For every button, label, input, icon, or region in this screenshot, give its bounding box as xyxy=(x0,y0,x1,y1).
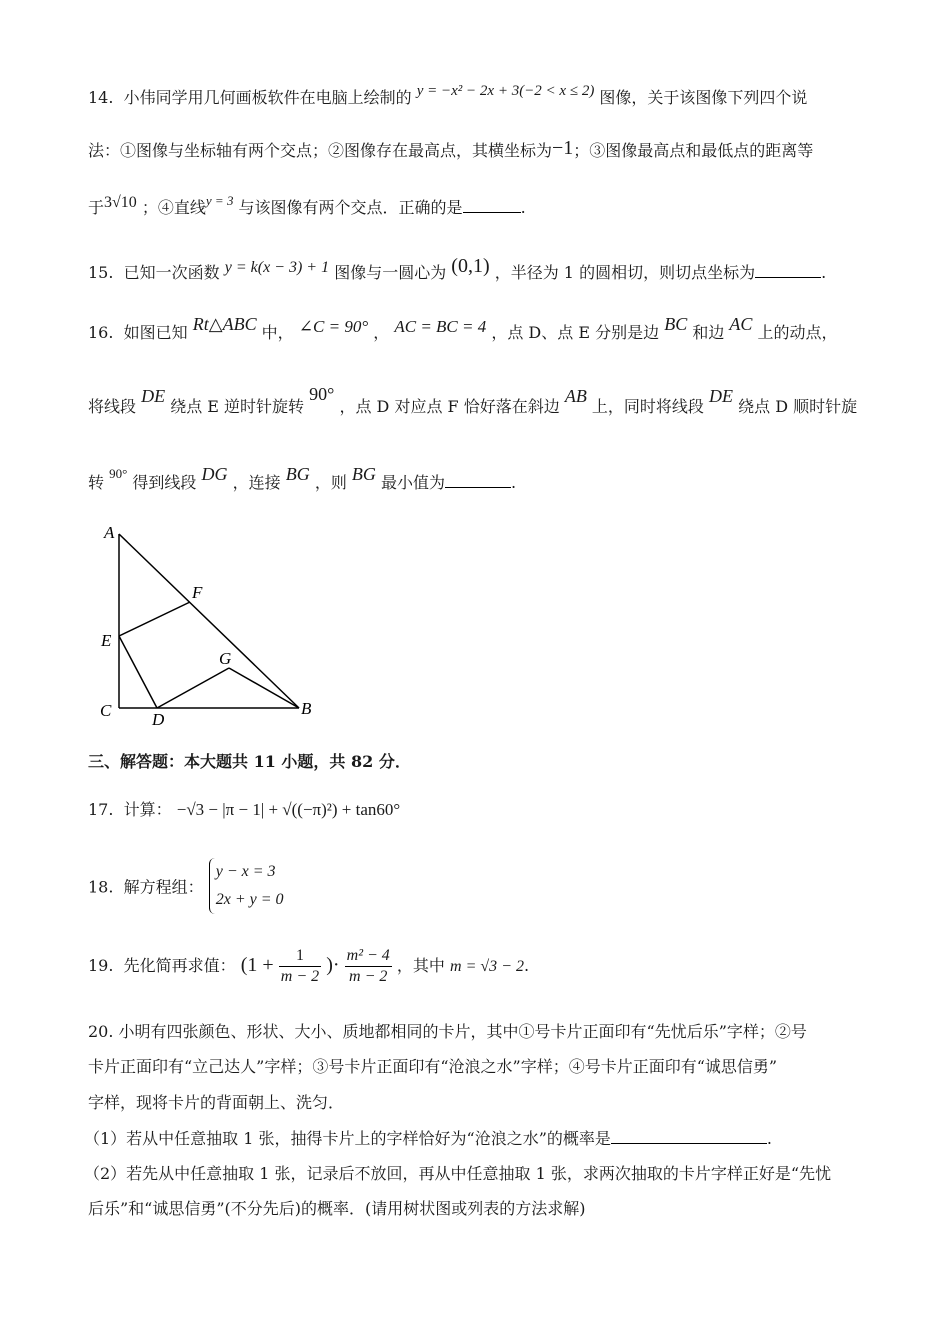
label-f: F xyxy=(192,583,203,602)
q15-line: 15. 已知一次函数 y = k(x − 3) + 1 图像与一圆心为 (0,1) ，半径为 1 的圆相切，则切点坐标为 . xyxy=(88,255,827,282)
q20-part-2-line-2: 后乐”和“诚思信勇”(不分先后)的概率．(请用树状图或列表的方法求解) xyxy=(88,1199,586,1218)
q16-line-2: 将线段 DE 绕点 E 逆时针旋转 90° ，点 D 对应点 F 恰好落在斜边 AB 上，同时将线段 DE 绕点 D 顺时针旋 xyxy=(88,384,858,416)
segment-ef xyxy=(119,602,190,636)
label-g: G xyxy=(219,649,232,668)
segment-ed xyxy=(119,636,157,708)
q14-formula: y = −x² − 2x + 3(−2 < x ≤ 2) xyxy=(416,83,595,99)
q19-line: 19. 先化简再求值： (1 + $\frac{1}{m - 2}$ )· $\frac{\text{m² − 4}}{m - 2}$ ，其中 m = √3 − 2. xyxy=(88,947,530,985)
label-e: E xyxy=(101,631,112,650)
q15-answer-blank[interactable] xyxy=(755,277,821,278)
q14-line-2: 法：①图像与坐标轴有两个交点；②图像存在最高点，其横坐标为−1；③图像最高点和最低点的距离等 xyxy=(88,137,814,160)
q18-line: 18. 解方程组： y − x = 3 2x + y = 0 xyxy=(88,860,284,916)
q17-expression: −√3 − |π − 1| + √((−π)²) + tan60° xyxy=(176,800,401,819)
q20-line-2: 卡片正面印有“立己达人”字样；③号卡片正面印有“沧浪之水”字样；④号卡片正面印有“诚思信勇” xyxy=(88,1057,778,1076)
label-d: D xyxy=(152,710,165,728)
q15-formula: y = k(x − 3) + 1 xyxy=(224,259,330,276)
label-c: C xyxy=(100,701,112,720)
q16-line-1: 16. 如图已知 Rt△ABC 中， ∠C = 90° ， AC = BC = 4 ，点 D、点 E 分别是边 BC 和边 AC 上的动点， xyxy=(88,314,838,342)
q14-answer-blank[interactable] xyxy=(463,212,521,213)
segment-ab xyxy=(119,534,299,708)
q16-line-3: 转 $^{90^\circ}$ 得到线段 DG ，连接 BG ，则 BG 最小值为 . xyxy=(88,464,517,492)
label-b: B xyxy=(301,699,312,718)
label-a: A xyxy=(104,523,115,542)
q20-line-3: 字样，现将卡片的背面朝上、洗匀． xyxy=(88,1093,345,1112)
section-3-title: 三、解答题：本大题共 11 小题，共 82 分． xyxy=(88,752,411,771)
q20-answer-blank[interactable] xyxy=(611,1143,767,1144)
q14-line-3: 于3√10 ；④直线$^{y = 3}$ 与该图像有两个交点．正确的是 . xyxy=(88,193,526,217)
triangle-figure xyxy=(95,518,325,728)
q16-answer-blank[interactable] xyxy=(445,487,511,488)
q18-system: y − x = 3 2x + y = 0 xyxy=(209,858,284,914)
q20-part-1: （1）若从中任意抽取 1 张，抽得卡片上的字样恰好为“沧浪之水”的概率是 . xyxy=(84,1129,772,1148)
q20-part-2-line-1: （2）若先从中任意抽取 1 张，记录后不放回，再从中任意抽取 1 张，求两次抽取的卡片字样正好是“先忧 xyxy=(84,1164,832,1183)
q14-line-1: 14. 小伟同学用几何画板软件在电脑上绘制的 y = −x² − 2x + 3(−2 < x ≤ 2) 图像，关于该图像下列四个说 xyxy=(88,83,808,107)
q17-line: 17. 计算： −√3 − |π − 1| + √((−π)²) + tan60° xyxy=(88,800,401,819)
segment-dg xyxy=(157,668,229,708)
q20-line-1: 20. 小明有四张颜色、形状、大小、质地都相同的卡片，其中①号卡片正面印有“先忧后乐”字样；②号 xyxy=(88,1022,807,1041)
